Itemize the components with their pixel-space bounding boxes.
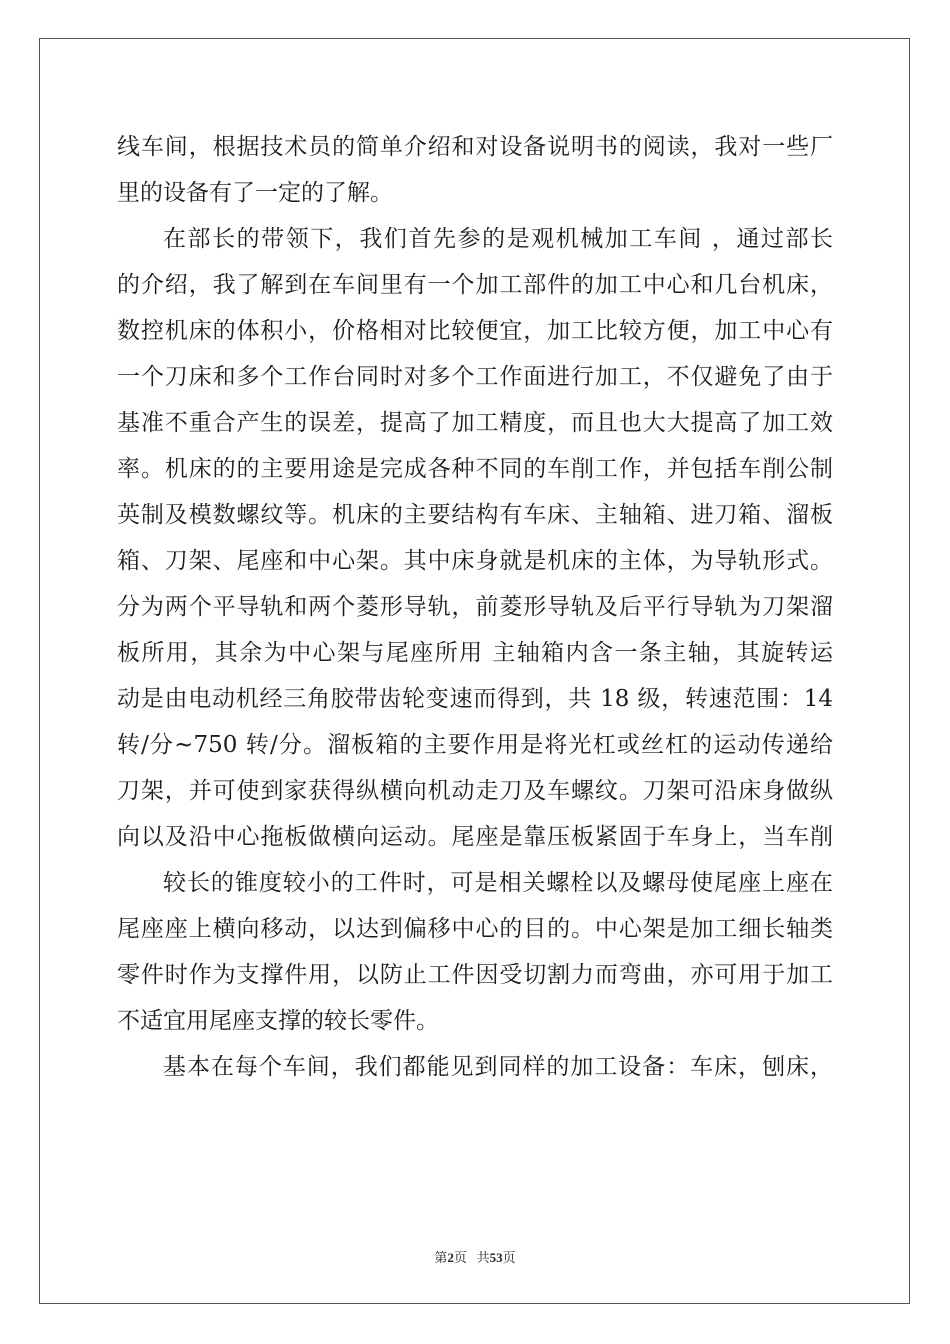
text-line: 箱、刀架、尾座和中心架。其中床身就是机床的主体，为导轨形式。 — [117, 548, 833, 574]
text-line: 转/分~750 转/分。溜板箱的主要作用是将光杠或丝杠的运动传递给 — [117, 732, 833, 758]
footer-page-number: 2 — [447, 1250, 454, 1265]
text-line: 零件时作为支撑件用，以防止工件因受切割力而弯曲，亦可用于加工 — [117, 962, 833, 988]
footer-total-pages: 53 — [489, 1250, 503, 1265]
text-line: 的介绍，我了解到在车间里有一个加工部件的加工中心和几台机床， — [117, 272, 833, 298]
text-line: 刀架，并可使到家获得纵横向机动走刀及车螺纹。刀架可沿床身做纵 — [117, 778, 833, 804]
footer-page-prefix: 第 — [434, 1250, 448, 1265]
text-line: 线车间，根据技术员的简单介绍和对设备说明书的阅读，我对一些厂 — [117, 134, 833, 160]
text-line: 较长的锥度较小的工件时，可是相关螺栓以及螺母使尾座上座在 — [163, 870, 833, 896]
document-body — [117, 124, 833, 1090]
text-line: 在部长的带领下，我们首先参的是观机械加工车间 ，通过部长 — [163, 226, 833, 252]
text-line: 板所用，其余为中心架与尾座所用 主轴箱内含一条主轴，其旋转运 — [117, 640, 833, 666]
text-line: 分为两个平导轨和两个菱形导轨，前菱形导轨及后平行导轨为刀架溜 — [117, 594, 833, 620]
page-footer — [0, 1247, 950, 1266]
text-line: 不适宜用尾座支撑的较长零件。 — [117, 1008, 439, 1034]
footer-total-unit: 页 — [502, 1250, 516, 1265]
footer-total-prefix: 共 — [476, 1250, 490, 1265]
text-line: 里的设备有了一定的了解。 — [117, 180, 393, 206]
text-line: 英制及模数螺纹等。机床的主要结构有车床、主轴箱、进刀箱、溜板 — [117, 502, 833, 528]
text-line: 基本在每个车间，我们都能见到同样的加工设备：车床，刨床， — [163, 1054, 833, 1080]
text-line: 数控机床的体积小，价格相对比较便宜，加工比较方便，加工中心有 — [117, 318, 833, 344]
text-line: 一个刀床和多个工作台同时对多个工作面进行加工，不仅避免了由于 — [117, 364, 833, 390]
text-line: 尾座座上横向移动，以达到偏移中心的目的。中心架是加工细长轴类 — [117, 916, 833, 942]
text-line: 率。机床的的主要用途是完成各种不同的车削工作，并包括车削公制 — [117, 456, 833, 482]
footer-page-unit: 页 — [453, 1250, 467, 1265]
text-line: 动是由电动机经三角胶带齿轮变速而得到，共 18 级，转速范围：14 — [117, 686, 833, 712]
text-line: 基准不重合产生的误差，提高了加工精度，而且也大大提高了加工效 — [117, 410, 833, 436]
text-line: 向以及沿中心拖板做横向运动。尾座是靠压板紧固于车身上，当车削 — [117, 824, 833, 850]
